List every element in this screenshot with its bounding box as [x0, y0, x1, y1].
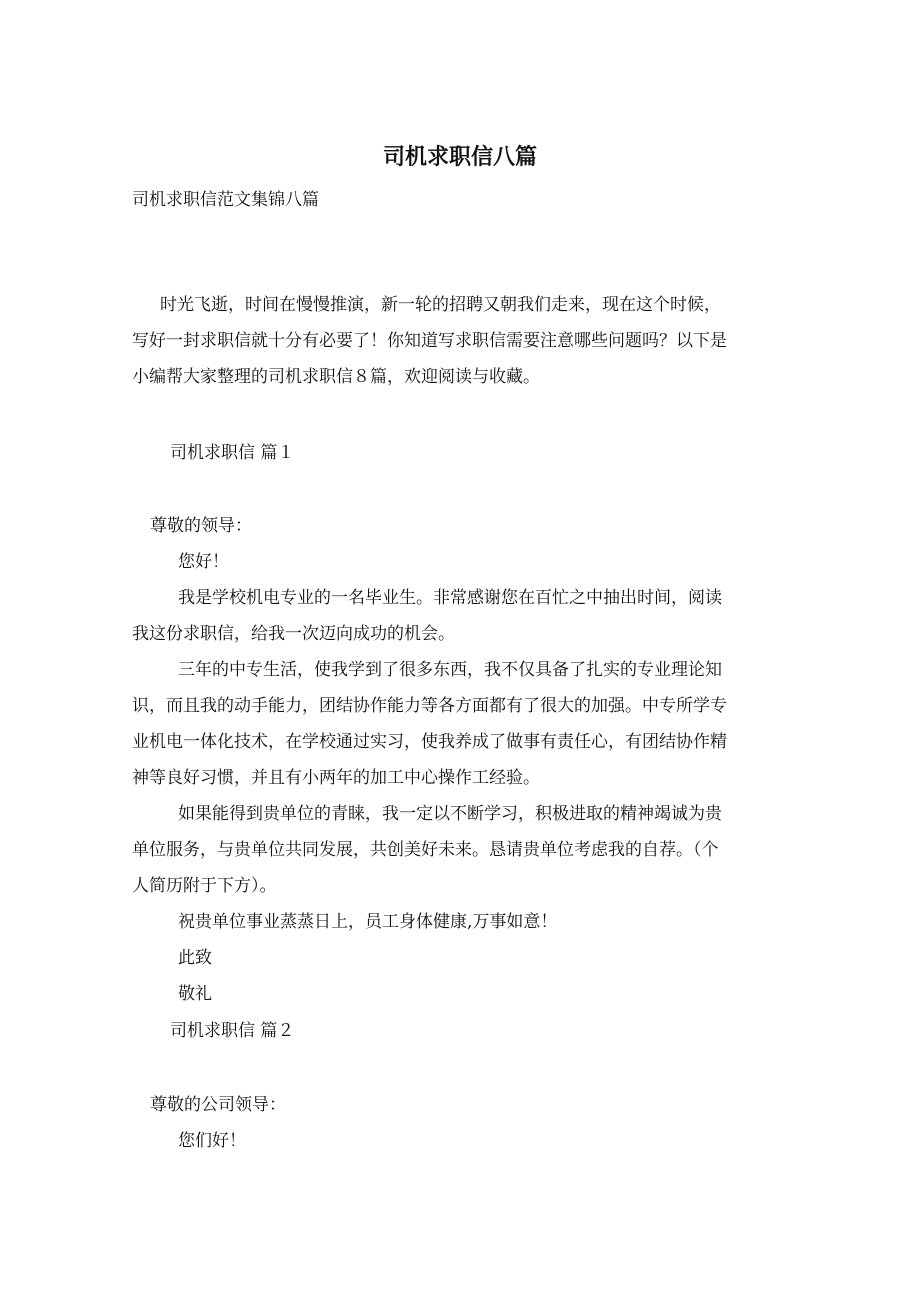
body-line: 如果能得到贵单位的青睐，我一定以不断学习，积极进取的精神竭诚为贵	[178, 804, 722, 824]
document-title: 司机求职信八篇	[382, 144, 537, 170]
intro-line: 小编帮大家整理的司机求职信８篇，欢迎阅读与收藏。	[132, 367, 540, 387]
body-line: 识，而且我的动手能力，团结协作能力等各方面都有了很大的加强。中专所学专	[132, 696, 727, 716]
intro-paragraph	[132, 287, 727, 395]
body-line: 我是学校机电专业的一名毕业生。非常感谢您在百忙之中抽出时间，阅读	[178, 588, 722, 608]
body-line: 三年的中专生活，使我学到了很多东西，我不仅具备了扎实的专业理论知	[178, 660, 722, 680]
wish-line: 祝贵单位事业蒸蒸日上，员工身体健康,万事如意！	[178, 912, 558, 932]
letter1-heading: 司机求职信 篇１	[170, 443, 295, 463]
letter1-body	[132, 580, 727, 1012]
closing-line: 敬礼	[178, 984, 212, 1004]
body-line: 单位服务，与贵单位共同发展，共创美好未来。恳请贵单位考虑我的自荐。（个	[132, 840, 719, 860]
body-line: 我这份求职信，给我一次迈向成功的机会。	[132, 624, 455, 644]
letter2-heading: 司机求职信 篇２	[170, 1021, 295, 1041]
letter2-salutation: 尊敬的公司领导：	[150, 1095, 286, 1115]
intro-line: 写好一封求职信就十分有必要了！你知道写求职信需要注意哪些问题吗？以下是	[132, 331, 727, 351]
letter2-greeting: 您们好！	[178, 1131, 246, 1151]
intro-line: 时光飞逝，时间在慢慢推演，新一轮的招聘又朝我们走来，现在这个时候，	[160, 295, 721, 315]
letter1-salutation: 尊敬的领导：	[150, 516, 252, 536]
body-line: 人简历附于下方）。	[132, 876, 277, 896]
body-line: 业机电一体化技术，在学校通过实习，使我养成了做事有责任心，有团结协作精	[132, 732, 727, 752]
letter1-greeting: 您好！	[178, 552, 229, 572]
body-line: 神等良好习惯，并且有小两年的加工中心操作工经验。	[132, 768, 540, 788]
document-subtitle: 司机求职信范文集锦八篇	[132, 190, 319, 210]
closing-line: 此致	[178, 948, 212, 968]
